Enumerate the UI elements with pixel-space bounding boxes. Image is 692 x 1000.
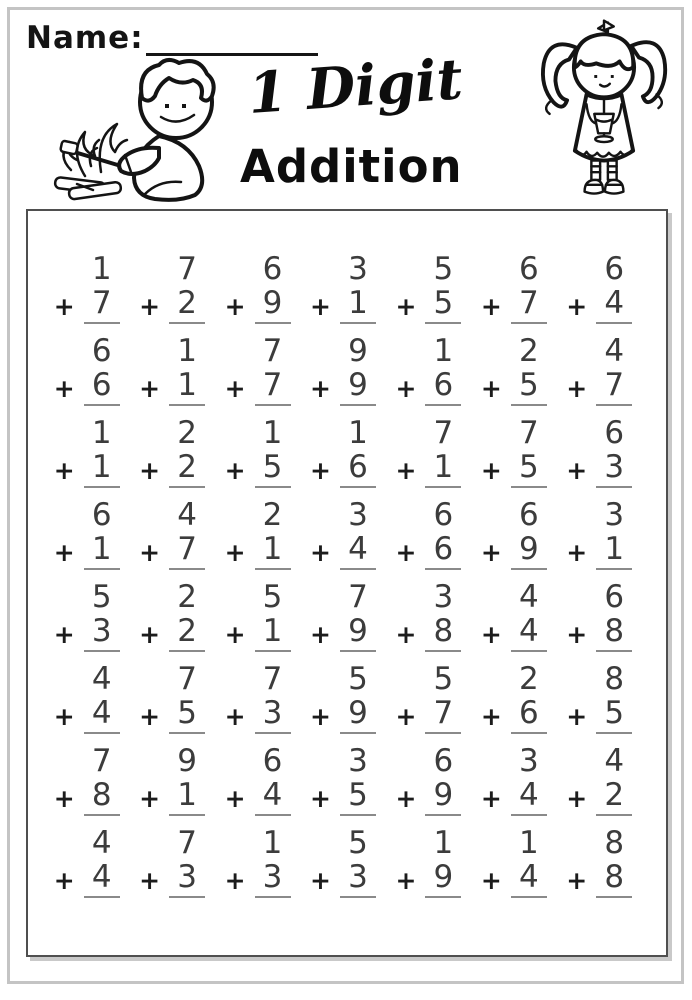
top-addend: 7: [518, 415, 539, 451]
problem-r1-c7: [566, 253, 632, 335]
plus-operator: +: [224, 619, 246, 649]
top-addend: 4: [604, 333, 625, 369]
plus-operator: +: [310, 619, 331, 649]
plus-operator: +: [395, 865, 417, 895]
girl-milkshake-illustration: [536, 12, 672, 208]
top-addend: 5: [433, 661, 454, 697]
problem-r6-c1: [54, 663, 120, 745]
problem-r4-c5: [395, 499, 461, 581]
plus-operator: +: [139, 619, 161, 649]
top-addend: 1: [433, 825, 454, 861]
top-addend: 4: [91, 825, 112, 861]
bottom-addend: 4: [340, 533, 376, 571]
bottom-addend: 5: [596, 697, 632, 735]
bottom-addend: 7: [84, 287, 120, 325]
plus-operator: +: [139, 701, 161, 731]
plus-operator: +: [224, 291, 246, 321]
problem-r2-c3: [225, 335, 291, 417]
plus-operator: +: [310, 455, 331, 485]
problem-r1-c6: [481, 253, 547, 335]
bottom-addend: 1: [169, 369, 205, 407]
top-addend: 5: [433, 251, 454, 287]
top-addend: 2: [518, 661, 539, 697]
bottom-addend: 3: [169, 861, 205, 899]
problem-r7-c5: [395, 745, 461, 827]
plus-operator: +: [224, 537, 246, 567]
plus-operator: +: [53, 537, 75, 567]
problem-r2-c7: [566, 335, 632, 417]
plus-operator: +: [566, 783, 588, 813]
problems-box: [26, 209, 668, 957]
plus-operator: +: [566, 291, 588, 321]
top-addend: 6: [91, 497, 112, 533]
problem-r6-c7: [566, 663, 632, 745]
problem-r4-c2: [139, 499, 205, 581]
plus-operator: +: [139, 373, 161, 403]
bottom-addend: 8: [84, 779, 120, 817]
plus-operator: +: [480, 537, 502, 567]
top-addend: 1: [262, 415, 283, 451]
plus-operator: +: [395, 373, 417, 403]
problem-r3-c3: [225, 417, 291, 499]
problem-r8-c7: [566, 827, 632, 909]
plus-operator: +: [395, 291, 417, 321]
problem-r2-c4: [310, 335, 376, 417]
top-addend: 6: [604, 251, 625, 287]
bottom-addend: 7: [255, 369, 291, 407]
top-addend: 2: [518, 333, 539, 369]
top-addend: 8: [604, 825, 625, 861]
plus-operator: +: [139, 537, 161, 567]
problem-r4-c6: [481, 499, 547, 581]
top-addend: 6: [433, 743, 454, 779]
problem-r3-c5: [395, 417, 461, 499]
problem-r4-c3: [225, 499, 291, 581]
plus-operator: +: [566, 537, 588, 567]
bottom-addend: 2: [169, 615, 205, 653]
plus-operator: +: [480, 291, 502, 321]
bottom-addend: 1: [255, 533, 291, 571]
problem-r3-c7: [566, 417, 632, 499]
bottom-addend: 1: [425, 451, 461, 489]
plus-operator: +: [480, 619, 502, 649]
top-addend: 5: [348, 825, 368, 861]
bottom-addend: 2: [596, 779, 632, 817]
bottom-addend: 8: [596, 861, 632, 899]
bottom-addend: 9: [255, 287, 291, 325]
plus-operator: +: [480, 701, 502, 731]
top-addend: 1: [433, 333, 454, 369]
top-addend: 1: [348, 415, 368, 451]
bottom-addend: 6: [511, 697, 547, 735]
plus-operator: +: [395, 619, 417, 649]
top-addend: 3: [433, 579, 454, 615]
bottom-addend: 8: [596, 615, 632, 653]
plus-operator: +: [53, 619, 75, 649]
bottom-addend: 5: [511, 369, 547, 407]
top-addend: 7: [262, 661, 283, 697]
worksheet-title-script: 1 Digit: [246, 46, 465, 127]
bottom-addend: 4: [511, 779, 547, 817]
problem-r5-c3: [225, 581, 291, 663]
problem-r1-c3: [225, 253, 291, 335]
problem-r6-c4: [310, 663, 376, 745]
problem-r3-c1: [54, 417, 120, 499]
top-addend: 6: [262, 743, 283, 779]
plus-operator: +: [566, 373, 588, 403]
bottom-addend: 7: [511, 287, 547, 325]
problem-r7-c6: [481, 745, 547, 827]
plus-operator: +: [224, 455, 246, 485]
bottom-addend: 6: [425, 369, 461, 407]
top-addend: 9: [348, 333, 368, 369]
bottom-addend: 7: [596, 369, 632, 407]
top-addend: 6: [91, 333, 112, 369]
bottom-addend: 9: [340, 615, 376, 653]
problem-r7-c7: [566, 745, 632, 827]
bottom-addend: 4: [511, 615, 547, 653]
problem-r8-c6: [481, 827, 547, 909]
problem-r6-c6: [481, 663, 547, 745]
problem-r3-c6: [481, 417, 547, 499]
plus-operator: +: [53, 865, 75, 895]
plus-operator: +: [310, 865, 331, 895]
top-addend: 6: [604, 415, 625, 451]
plus-operator: +: [310, 373, 331, 403]
plus-operator: +: [310, 783, 331, 813]
top-addend: 5: [262, 579, 283, 615]
bottom-addend: 3: [255, 861, 291, 899]
top-addend: 9: [177, 743, 197, 779]
problem-r5-c6: [481, 581, 547, 663]
plus-operator: +: [395, 701, 417, 731]
bottom-addend: 1: [84, 451, 120, 489]
bottom-addend: 5: [340, 779, 376, 817]
problem-r6-c2: [139, 663, 205, 745]
bottom-addend: 6: [425, 533, 461, 571]
problem-r5-c7: [566, 581, 632, 663]
plus-operator: +: [139, 783, 161, 813]
top-addend: 1: [518, 825, 539, 861]
plus-operator: +: [480, 783, 502, 813]
problem-r2-c1: [54, 335, 120, 417]
bottom-addend: 3: [255, 697, 291, 735]
problem-r3-c2: [139, 417, 205, 499]
bottom-addend: 1: [255, 615, 291, 653]
top-addend: 1: [177, 333, 197, 369]
bottom-addend: 3: [596, 451, 632, 489]
top-addend: 7: [262, 333, 283, 369]
top-addend: 5: [91, 579, 112, 615]
bottom-addend: 5: [511, 451, 547, 489]
top-addend: 8: [604, 661, 625, 697]
problem-r4-c4: [310, 499, 376, 581]
problem-r4-c1: [54, 499, 120, 581]
plus-operator: +: [566, 455, 588, 485]
bottom-addend: 6: [84, 369, 120, 407]
bottom-addend: 4: [596, 287, 632, 325]
problem-r1-c5: [395, 253, 461, 335]
plus-operator: +: [53, 455, 75, 485]
bottom-addend: 7: [425, 697, 461, 735]
bottom-addend: 9: [425, 861, 461, 899]
bottom-addend: 2: [169, 287, 205, 325]
top-addend: 7: [433, 415, 454, 451]
top-addend: 2: [177, 415, 197, 451]
problem-r7-c4: [310, 745, 376, 827]
bottom-addend: 5: [425, 287, 461, 325]
plus-operator: +: [139, 865, 161, 895]
problem-r5-c1: [54, 581, 120, 663]
problem-r6-c3: [225, 663, 291, 745]
bottom-addend: 3: [340, 861, 376, 899]
plus-operator: +: [566, 619, 588, 649]
bottom-addend: 9: [340, 697, 376, 735]
problem-r1-c4: [310, 253, 376, 335]
top-addend: 6: [518, 251, 539, 287]
bottom-addend: 5: [255, 451, 291, 489]
bottom-addend: 9: [511, 533, 547, 571]
plus-operator: +: [224, 865, 246, 895]
problem-r3-c4: [310, 417, 376, 499]
problem-r5-c4: [310, 581, 376, 663]
problem-r8-c3: [225, 827, 291, 909]
top-addend: 6: [433, 497, 454, 533]
name-row: [26, 20, 318, 56]
top-addend: 4: [604, 743, 625, 779]
plus-operator: +: [53, 291, 75, 321]
top-addend: 1: [262, 825, 283, 861]
problem-r8-c5: [395, 827, 461, 909]
top-addend: 3: [604, 497, 625, 533]
top-addend: 3: [348, 251, 368, 287]
plus-operator: +: [395, 455, 417, 485]
plus-operator: +: [395, 783, 417, 813]
top-addend: 7: [177, 661, 197, 697]
problem-r8-c4: [310, 827, 376, 909]
bottom-addend: 6: [340, 451, 376, 489]
worksheet-title-bold: Addition: [240, 140, 463, 193]
problem-r5-c5: [395, 581, 461, 663]
bottom-addend: 7: [169, 533, 205, 571]
plus-operator: +: [53, 373, 75, 403]
plus-operator: +: [53, 701, 75, 731]
top-addend: 3: [348, 743, 368, 779]
plus-operator: +: [224, 783, 246, 813]
bottom-addend: 3: [84, 615, 120, 653]
bottom-addend: 9: [425, 779, 461, 817]
plus-operator: +: [139, 455, 161, 485]
problem-r8-c2: [139, 827, 205, 909]
top-addend: 2: [262, 497, 283, 533]
bottom-addend: 2: [169, 451, 205, 489]
top-addend: 6: [518, 497, 539, 533]
top-addend: 2: [177, 579, 197, 615]
problem-r6-c5: [395, 663, 461, 745]
boy-campfire-illustration: [40, 54, 242, 204]
bottom-addend: 1: [169, 779, 205, 817]
plus-operator: +: [310, 291, 331, 321]
plus-operator: +: [566, 701, 588, 731]
problem-r2-c6: [481, 335, 547, 417]
top-addend: 1: [91, 251, 112, 287]
top-addend: 7: [348, 579, 368, 615]
bottom-addend: 1: [596, 533, 632, 571]
plus-operator: +: [480, 455, 502, 485]
plus-operator: +: [53, 783, 75, 813]
problem-r2-c2: [139, 335, 205, 417]
problem-r4-c7: [566, 499, 632, 581]
plus-operator: +: [480, 865, 502, 895]
top-addend: 4: [518, 579, 539, 615]
name-label: Name:: [26, 20, 144, 56]
top-addend: 6: [604, 579, 625, 615]
plus-operator: +: [310, 537, 331, 567]
plus-operator: +: [139, 291, 161, 321]
top-addend: 4: [91, 661, 112, 697]
top-addend: 7: [91, 743, 112, 779]
bottom-addend: 9: [340, 369, 376, 407]
bottom-addend: 4: [255, 779, 291, 817]
problem-r1-c1: [54, 253, 120, 335]
problem-r2-c5: [395, 335, 461, 417]
problem-r5-c2: [139, 581, 205, 663]
plus-operator: +: [566, 865, 588, 895]
top-addend: 6: [262, 251, 283, 287]
top-addend: 5: [348, 661, 368, 697]
top-addend: 1: [91, 415, 112, 451]
top-addend: 3: [518, 743, 539, 779]
bottom-addend: 8: [425, 615, 461, 653]
plus-operator: +: [224, 701, 246, 731]
problem-r7-c2: [139, 745, 205, 827]
plus-operator: +: [480, 373, 502, 403]
top-addend: 4: [177, 497, 197, 533]
problem-r8-c1: [54, 827, 120, 909]
top-addend: 7: [177, 251, 197, 287]
top-addend: 7: [177, 825, 197, 861]
plus-operator: +: [395, 537, 417, 567]
problem-r1-c2: [139, 253, 205, 335]
bottom-addend: 4: [84, 697, 120, 735]
bottom-addend: 1: [84, 533, 120, 571]
bottom-addend: 5: [169, 697, 205, 735]
bottom-addend: 4: [511, 861, 547, 899]
problems-grid: [28, 211, 666, 909]
bottom-addend: 1: [340, 287, 376, 325]
plus-operator: +: [224, 373, 246, 403]
plus-operator: +: [310, 701, 331, 731]
top-addend: 3: [348, 497, 368, 533]
problem-r7-c3: [225, 745, 291, 827]
bottom-addend: 4: [84, 861, 120, 899]
problem-r7-c1: [54, 745, 120, 827]
name-blank-line[interactable]: [146, 26, 318, 56]
